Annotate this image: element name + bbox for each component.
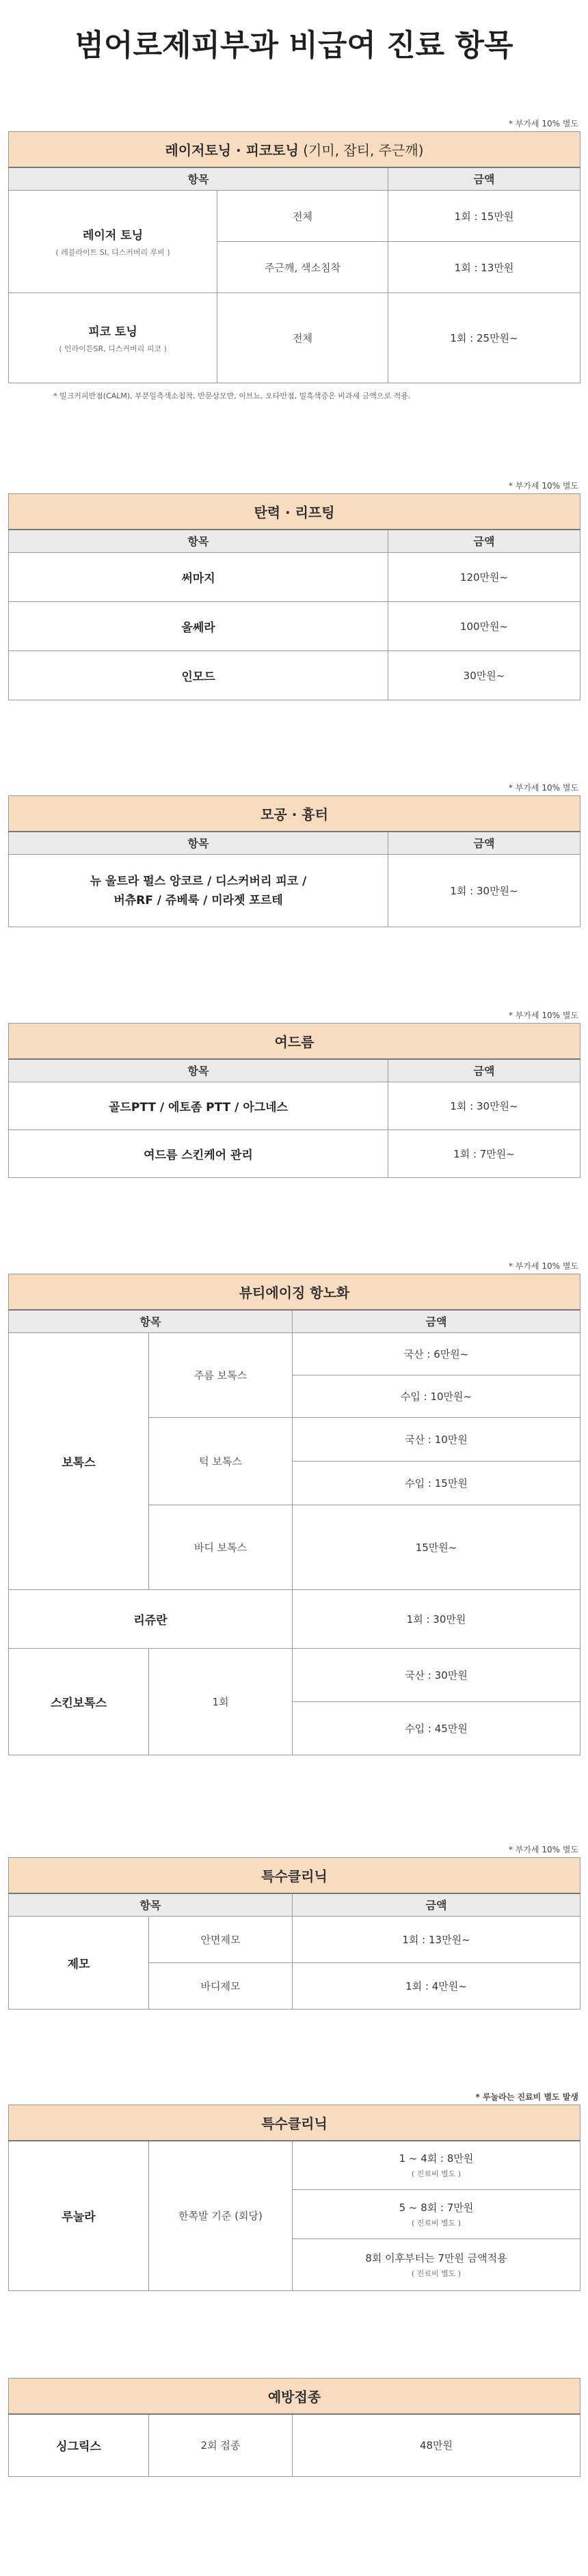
item-price (293, 2141, 580, 2190)
laser-table (8, 131, 580, 383)
section-title-sub: (기미, 잡티, 주근깨) (298, 141, 424, 159)
section-title: 특수클리닉 (9, 1858, 580, 1893)
price-text: 8회 이후부터는 7만원 금액적용 (365, 2252, 507, 2264)
item-price: 국산 : 6만원~ (293, 1333, 580, 1375)
item-name: 울쎄라 (9, 602, 388, 651)
column-header-item: 항목 (9, 530, 388, 553)
price-extra: ( 진료비 별도 ) (411, 2269, 462, 2278)
item-price: 1회 : 30만원 (293, 1590, 580, 1649)
column-header-price: 금액 (388, 832, 580, 855)
item-desc: ( 인라이튼SR, 디스커버리 피코 ) (59, 344, 167, 353)
item-name: 제모 (9, 1917, 149, 2010)
item-name: 레이저 토닝 (82, 229, 144, 243)
vaccine-table (8, 2378, 580, 2477)
section-title: 여드름 (9, 1024, 580, 1059)
lunula-note (8, 2089, 580, 2105)
item-price: 1회 : 13만원~ (293, 1917, 580, 1963)
item-price (293, 2239, 580, 2291)
clinic-lunula-section (8, 2089, 580, 2291)
item-price: 수입 : 15만원 (293, 1462, 580, 1505)
lifting-section (8, 478, 580, 700)
item-name: 싱그릭스 (9, 2414, 149, 2477)
item-sub: 주름 보톡스 (149, 1333, 293, 1418)
acne-section (8, 1008, 580, 1178)
section-title: 뷰티에이징 항노화 (9, 1274, 580, 1310)
vat-note: * 부가세 10% 별도 (508, 481, 578, 491)
vat-note: * 부가세 10% 별도 (508, 1845, 578, 1854)
vat-note: * 부가세 10% 별도 (508, 783, 578, 793)
table-row-label (9, 191, 217, 293)
item-price: 수입 : 45만원 (293, 1702, 580, 1755)
item-sub: 안면제모 (149, 1917, 293, 1963)
section-title-main: 레이저토닝 · 피코토닝 (165, 141, 299, 159)
item-price (293, 2190, 580, 2239)
column-header-item: 항목 (9, 1310, 293, 1333)
lunula-note-rest: 는 진료비 별도 발생 (506, 2092, 578, 2102)
item-desc: ( 레블라이트 SI, 디스커버리 루비 ) (55, 248, 170, 257)
column-header-item: 항목 (9, 167, 388, 191)
item-price: 1회 : 30만원~ (388, 855, 580, 927)
item-sub: 전체 (217, 293, 388, 383)
item-name: 보톡스 (9, 1333, 149, 1590)
column-header-price: 금액 (388, 1059, 580, 1082)
laser-footnote: * 밀크커피반점(CALM), 부분일측색소침착, 반문상모반, 이브뇨, 오타반점, 밀흑색증은 비과세 금액으로 적용. (53, 392, 411, 400)
laser-section (8, 116, 580, 401)
beauty-table (8, 1274, 580, 1755)
item-sub: 2회 접종 (149, 2414, 293, 2477)
item-name: 여드름 스킨케어 관리 (9, 1130, 388, 1178)
item-name: 인모드 (9, 651, 388, 700)
item-price: 1회 : 7만원~ (388, 1130, 580, 1178)
item-name: 써마지 (9, 553, 388, 602)
item-price: 수입 : 10만원~ (293, 1375, 580, 1418)
table-row-label (9, 293, 217, 383)
column-header-item: 항목 (9, 832, 388, 855)
item-price: 100만원~ (388, 602, 580, 651)
price-text: 1 ~ 4회 : 8만원 (399, 2152, 474, 2165)
pore-table (8, 795, 580, 927)
clinic-lunula-table (8, 2105, 580, 2291)
item-price: 1회 : 15만원 (388, 191, 580, 242)
item-price: 30만원~ (388, 651, 580, 700)
column-header-price: 금액 (293, 1310, 580, 1333)
price-text: 5 ~ 8회 : 7만원 (399, 2202, 474, 2214)
column-header-item: 항목 (9, 1059, 388, 1082)
item-name: 리쥬란 (9, 1590, 293, 1649)
item-price: 1회 : 30만원~ (388, 1082, 580, 1130)
item-price: 국산 : 30만원 (293, 1649, 580, 1702)
clinic-hair-table (8, 1857, 580, 2010)
item-price: 1회 : 25만원~ (388, 293, 580, 383)
column-header-price: 금액 (388, 167, 580, 191)
item-name-line1: 뉴 울트라 펄스 앙코르 / 디스커버리 피코 / (90, 874, 307, 888)
item-name (9, 855, 388, 927)
item-sub: 1회 (149, 1649, 293, 1755)
vat-note: * 부가세 10% 별도 (508, 119, 578, 128)
item-name: 피코 토닝 (88, 325, 137, 339)
item-sub: 주근깨, 색소침착 (217, 242, 388, 293)
item-price: 국산 : 10만원 (293, 1418, 580, 1462)
column-header-item: 항목 (9, 1893, 293, 1917)
item-name: 골드PTT / 에토좀 PTT / 아그네스 (9, 1082, 388, 1130)
beauty-section (8, 1259, 580, 1755)
item-sub: 전체 (217, 191, 388, 242)
item-price: 1회 : 13만원 (388, 242, 580, 293)
item-name: 루눌라 (9, 2141, 149, 2291)
lifting-table (8, 493, 580, 700)
item-sub: 바디 보톡스 (149, 1505, 293, 1590)
item-price: 15만원~ (293, 1505, 580, 1590)
column-header-price: 금액 (388, 530, 580, 553)
item-sub: 바디제모 (149, 1963, 293, 2010)
vat-note: * 부가세 10% 별도 (508, 1011, 578, 1020)
acne-table (8, 1023, 580, 1178)
item-name-line2: 버츄RF / 쥬베룩 / 미라젯 포르테 (113, 893, 283, 907)
item-sub: 한쪽발 기준 (회당) (149, 2141, 293, 2291)
price-extra: ( 진료비 별도 ) (411, 2219, 462, 2228)
section-title: 예방접종 (9, 2379, 580, 2414)
section-title: 탄력 · 리프팅 (9, 494, 580, 530)
clinic-hair-section (8, 1842, 580, 2010)
column-header-price: 금액 (293, 1893, 580, 1917)
item-price: 48만원 (293, 2414, 580, 2477)
section-title (9, 132, 580, 167)
vat-note: * 부가세 10% 별도 (508, 1261, 578, 1271)
lunula-note-bold: * 루눌라 (475, 2092, 507, 2102)
pore-section (8, 780, 580, 927)
item-sub: 턱 보톡스 (149, 1418, 293, 1505)
vaccine-section (8, 2378, 580, 2477)
item-price: 1회 : 4만원~ (293, 1963, 580, 2010)
item-price: 120만원~ (388, 553, 580, 602)
section-title: 모공 · 흉터 (9, 796, 580, 832)
item-name: 스킨보톡스 (9, 1649, 149, 1755)
section-title: 특수클리닉 (9, 2105, 580, 2141)
page-title: 범어로제피부과 비급여 진료 항목 (75, 28, 513, 63)
price-extra: ( 진료비 별도 ) (411, 2169, 462, 2179)
